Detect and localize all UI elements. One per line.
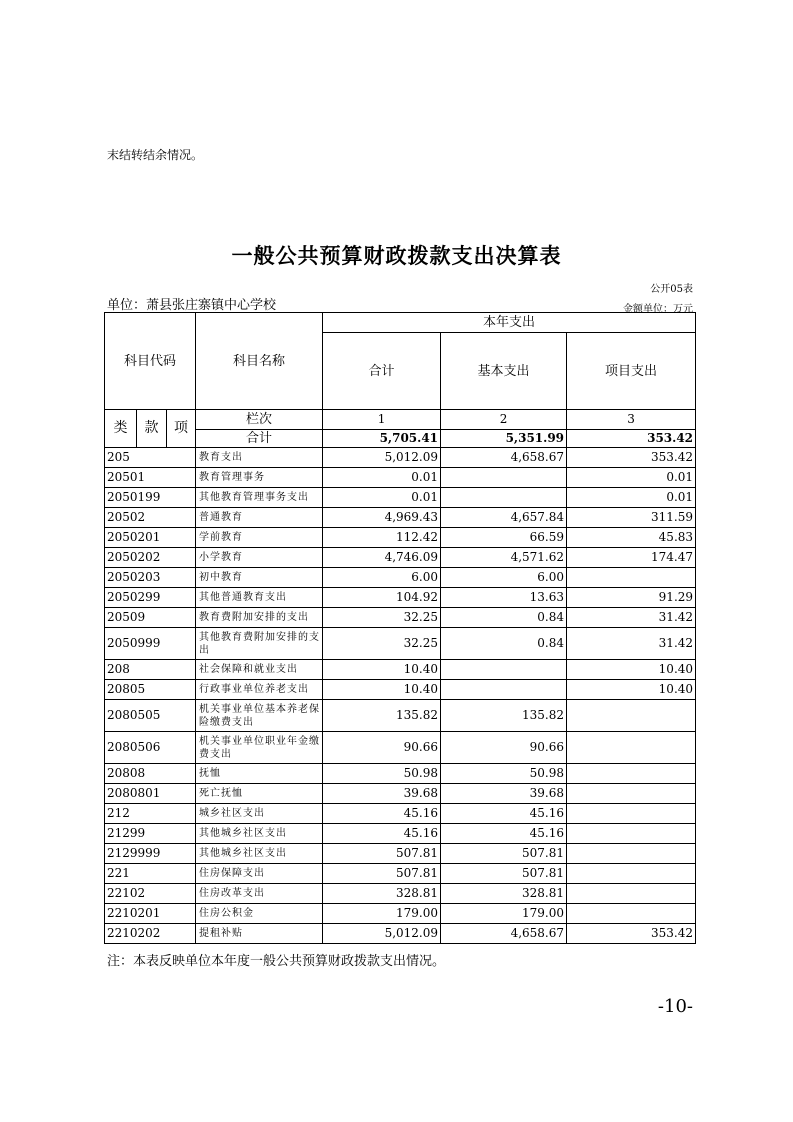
row-project <box>567 844 696 864</box>
row-project: 0.01 <box>567 468 696 488</box>
row-name: 教育费附加安排的支出 <box>196 608 323 628</box>
row-basic <box>441 488 567 508</box>
amount-unit: 金额单位：万元 <box>623 304 693 315</box>
row-project: 174.47 <box>567 548 696 568</box>
row-total: 90.66 <box>323 732 441 764</box>
row-name: 初中教育 <box>196 568 323 588</box>
table-row <box>105 448 696 468</box>
row-total: 507.81 <box>323 864 441 884</box>
table-row <box>105 568 696 588</box>
table-row <box>105 784 696 804</box>
row-name: 教育支出 <box>196 448 323 468</box>
row-basic: 135.82 <box>441 700 567 732</box>
row-total: 4,969.43 <box>323 508 441 528</box>
table-row <box>105 588 696 608</box>
row-basic: 4,571.62 <box>441 548 567 568</box>
sum-project: 353.42 <box>567 430 696 448</box>
row-basic: 39.68 <box>441 784 567 804</box>
row-project <box>567 864 696 884</box>
row-basic: 4,657.84 <box>441 508 567 528</box>
row-total: 5,012.09 <box>323 924 441 944</box>
table-row <box>105 548 696 568</box>
row-project: 353.42 <box>567 924 696 944</box>
row-code: 20501 <box>105 468 196 488</box>
row-basic: 507.81 <box>441 864 567 884</box>
header-current-year: 本年支出 <box>323 313 696 333</box>
row-basic: 6.00 <box>441 568 567 588</box>
row-basic: 179.00 <box>441 904 567 924</box>
table-row <box>105 680 696 700</box>
row-project: 311.59 <box>567 508 696 528</box>
row-name: 住房公积金 <box>196 904 323 924</box>
row-code: 2080505 <box>105 700 196 732</box>
row-code: 208 <box>105 660 196 680</box>
row-project: 45.83 <box>567 528 696 548</box>
row-project <box>567 784 696 804</box>
row-basic: 4,658.67 <box>441 448 567 468</box>
row-basic <box>441 660 567 680</box>
table-row <box>105 732 696 764</box>
row-total: 10.40 <box>323 660 441 680</box>
row-basic: 66.59 <box>441 528 567 548</box>
header-kuan: 款 <box>137 410 167 448</box>
row-name: 其他教育费附加安排的支出 <box>196 628 323 660</box>
row-project <box>567 568 696 588</box>
row-project <box>567 804 696 824</box>
page-number: -10- <box>657 996 693 1017</box>
row-code: 2050299 <box>105 588 196 608</box>
table-row <box>105 884 696 904</box>
row-total: 0.01 <box>323 468 441 488</box>
row-project: 10.40 <box>567 680 696 700</box>
row-basic: 13.63 <box>441 588 567 608</box>
row-total: 50.98 <box>323 764 441 784</box>
row-project: 353.42 <box>567 448 696 468</box>
table-row <box>105 804 696 824</box>
row-basic: 90.66 <box>441 732 567 764</box>
row-project: 10.40 <box>567 660 696 680</box>
column-2: 2 <box>441 410 567 430</box>
row-total: 45.16 <box>323 804 441 824</box>
row-project: 31.42 <box>567 608 696 628</box>
header-lei: 类 <box>105 410 137 448</box>
table-row <box>105 904 696 924</box>
table-row <box>105 628 696 660</box>
row-name: 死亡抚恤 <box>196 784 323 804</box>
row-code: 205 <box>105 448 196 468</box>
sum-total: 5,705.41 <box>323 430 441 448</box>
row-name: 小学教育 <box>196 548 323 568</box>
row-name: 教育管理事务 <box>196 468 323 488</box>
row-total: 179.00 <box>323 904 441 924</box>
row-code: 221 <box>105 864 196 884</box>
row-total: 4,746.09 <box>323 548 441 568</box>
row-name: 住房保障支出 <box>196 864 323 884</box>
row-basic: 507.81 <box>441 844 567 864</box>
row-code: 20509 <box>105 608 196 628</box>
table-row <box>105 924 696 944</box>
row-name: 机关事业单位职业年金缴费支出 <box>196 732 323 764</box>
row-code: 2210202 <box>105 924 196 944</box>
row-total: 0.01 <box>323 488 441 508</box>
row-basic: 4,658.67 <box>441 924 567 944</box>
table-row <box>105 660 696 680</box>
row-total: 32.25 <box>323 628 441 660</box>
row-code: 2080506 <box>105 732 196 764</box>
sum-basic: 5,351.99 <box>441 430 567 448</box>
row-project <box>567 824 696 844</box>
row-code: 2050202 <box>105 548 196 568</box>
row-total: 112.42 <box>323 528 441 548</box>
row-code: 212 <box>105 804 196 824</box>
row-name: 机关事业单位基本养老保险缴费支出 <box>196 700 323 732</box>
row-project <box>567 904 696 924</box>
row-name: 学前教育 <box>196 528 323 548</box>
row-name: 行政事业单位养老支出 <box>196 680 323 700</box>
row-total: 6.00 <box>323 568 441 588</box>
row-total: 32.25 <box>323 608 441 628</box>
table-row <box>105 764 696 784</box>
row-name: 其他教育管理事务支出 <box>196 488 323 508</box>
budget-table <box>104 312 696 944</box>
row-name: 普通教育 <box>196 508 323 528</box>
table-row <box>105 864 696 884</box>
row-name: 其他城乡社区支出 <box>196 844 323 864</box>
header-total: 合计 <box>323 333 441 410</box>
row-project: 91.29 <box>567 588 696 608</box>
row-code: 2050199 <box>105 488 196 508</box>
row-basic: 45.16 <box>441 804 567 824</box>
row-name: 社会保障和就业支出 <box>196 660 323 680</box>
row-code: 2050999 <box>105 628 196 660</box>
table-note: 注：本表反映单位本年度一般公共预算财政拨款支出情况。 <box>107 954 446 969</box>
row-total: 104.92 <box>323 588 441 608</box>
table-row <box>105 824 696 844</box>
table-row <box>105 488 696 508</box>
table-row <box>105 608 696 628</box>
row-name: 抚恤 <box>196 764 323 784</box>
header-row-1 <box>105 313 696 333</box>
row-basic: 328.81 <box>441 884 567 904</box>
column-1: 1 <box>323 410 441 430</box>
row-code: 2050201 <box>105 528 196 548</box>
row-basic: 0.84 <box>441 628 567 660</box>
page-title: 一般公共预算财政拨款支出决算表 <box>231 244 562 268</box>
row-total: 39.68 <box>323 784 441 804</box>
row-total: 507.81 <box>323 844 441 864</box>
row-name: 其他普通教育支出 <box>196 588 323 608</box>
row-code: 2210201 <box>105 904 196 924</box>
table-row <box>105 508 696 528</box>
row-total: 328.81 <box>323 884 441 904</box>
table-row <box>105 468 696 488</box>
row-code: 2129999 <box>105 844 196 864</box>
reporting-unit: 单位：萧县张庄寨镇中心学校 <box>107 298 277 313</box>
header-name: 科目名称 <box>196 313 323 410</box>
row-project: 0.01 <box>567 488 696 508</box>
row-code: 20502 <box>105 508 196 528</box>
header-project: 项目支出 <box>567 333 696 410</box>
row-name: 住房改革支出 <box>196 884 323 904</box>
header-code: 科目代码 <box>105 313 196 410</box>
carryover-text: 末结转结余情况。 <box>107 148 204 162</box>
row-code: 2050203 <box>105 568 196 588</box>
row-basic <box>441 680 567 700</box>
table-row <box>105 528 696 548</box>
header-xiang: 项 <box>167 410 196 448</box>
header-basic: 基本支出 <box>441 333 567 410</box>
row-basic: 0.84 <box>441 608 567 628</box>
column-label: 栏次 <box>196 410 323 430</box>
row-project <box>567 732 696 764</box>
row-code: 20808 <box>105 764 196 784</box>
row-basic: 45.16 <box>441 824 567 844</box>
row-name: 城乡社区支出 <box>196 804 323 824</box>
row-code: 22102 <box>105 884 196 904</box>
column-3: 3 <box>567 410 696 430</box>
row-code: 20805 <box>105 680 196 700</box>
form-number: 公开05表 <box>650 284 693 295</box>
row-total: 10.40 <box>323 680 441 700</box>
row-basic <box>441 468 567 488</box>
row-basic: 50.98 <box>441 764 567 784</box>
row-code: 21299 <box>105 824 196 844</box>
row-project <box>567 884 696 904</box>
column-number-row <box>105 410 696 430</box>
row-name: 其他城乡社区支出 <box>196 824 323 844</box>
row-name: 提租补贴 <box>196 924 323 944</box>
table-row <box>105 700 696 732</box>
sum-label: 合计 <box>196 430 323 448</box>
row-code: 2080801 <box>105 784 196 804</box>
row-total: 135.82 <box>323 700 441 732</box>
row-project <box>567 764 696 784</box>
table-row <box>105 844 696 864</box>
row-total: 45.16 <box>323 824 441 844</box>
row-project: 31.42 <box>567 628 696 660</box>
row-project <box>567 700 696 732</box>
row-total: 5,012.09 <box>323 448 441 468</box>
